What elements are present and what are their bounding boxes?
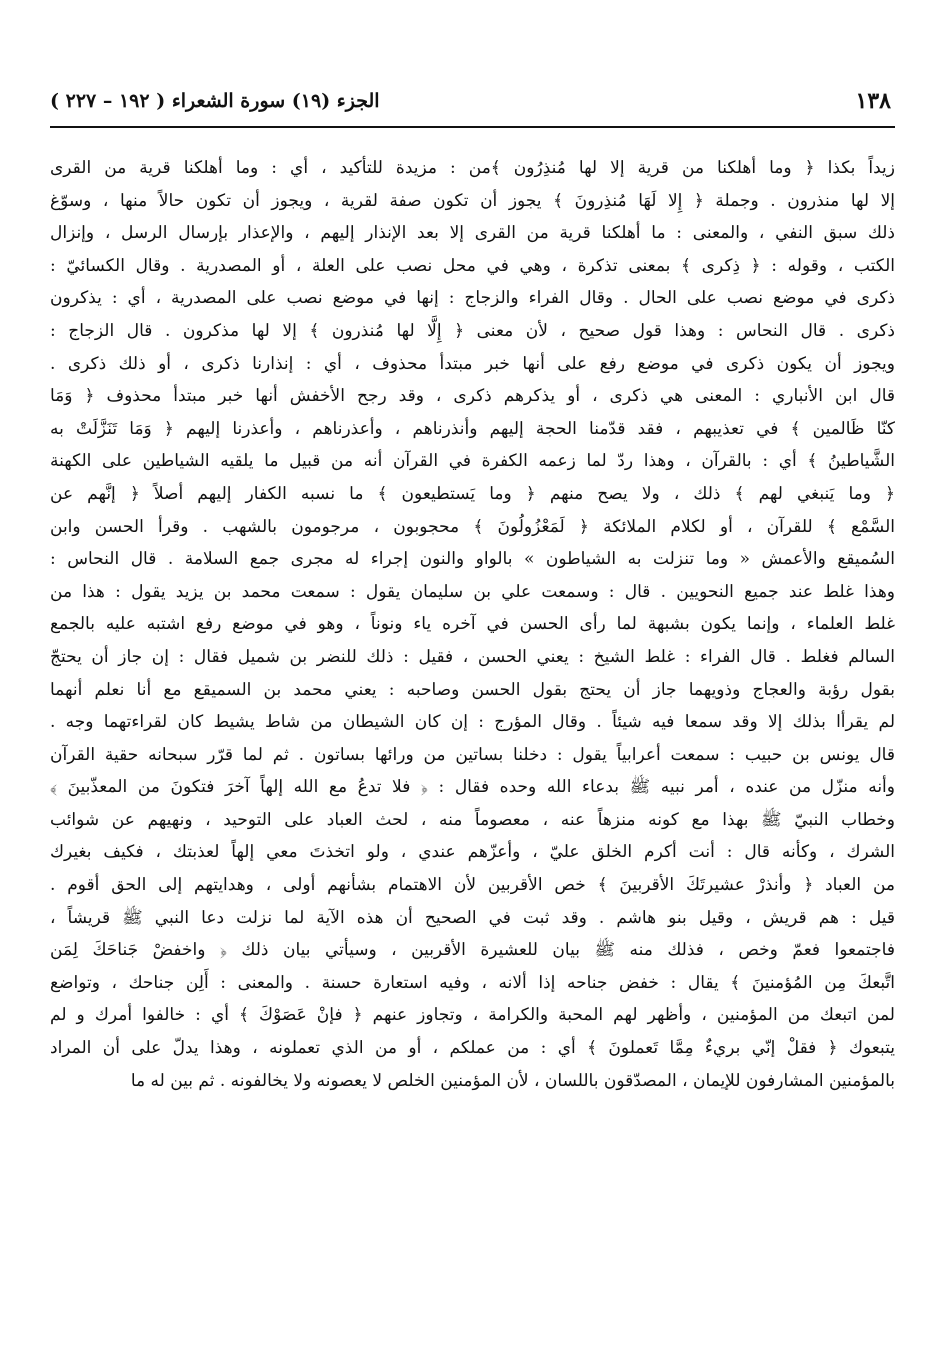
running-title: الجزء (١٩) سورة الشعراء ( ١٩٢ – ٢٢٧ ) <box>50 90 380 112</box>
text-line: زيداً بكذا ﴿ وما أهلكنا من قرية إلا لها مُنذِرُون ﴾من : مزيدة للتأكيد ، أي : وما أهلكنا قرية من القرى <box>50 158 895 178</box>
text-line: ذكرى . قال النحاس : وهذا قول صحيح ، لأن معنى ﴿ إِلَّا لها مُنذرون ﴾ إلا لها مذكرون . قال الزجاج : <box>50 320 895 341</box>
text-line: وأنه منزّل من عنده ، أمر نبيه ﷺ بدعاء الله وحده فقال : ﴿ فلا تدعُ مع الله إلهاً آخرَ فتكونَ من المعذّبينَ ﴾ <box>50 777 895 798</box>
header-rule <box>50 126 895 128</box>
body-text <box>50 152 895 1097</box>
text-line: كنّا ظَالمين ﴾ في تعذيبهم ، فقد قدّمنا الحجة إليهم وأنذرناهم ، وأعذرناهم ، وأعذرنا إليهم ﴿ وَمَا تَنَزَّلَتْ به <box>50 418 895 439</box>
text-line: الكتب ، وقوله : ﴿ ذِكرى ﴾ بمعنى تذكرة ، وهي في محل نصب على العلة ، أو المصدرية . وقال الكسائيّ : <box>50 255 895 276</box>
text-line: يتبعوك ﴿ فقلْ إنّي بريءٌ مِمَّا تَعملونَ ﴾ أي : من عملكم ، أو من الذي تعملونه ، وهذا يدلّ على أن المراد <box>50 1038 895 1059</box>
text-line: قال ابن الأنباري : المعنى هي ذكرى ، أو يذكرهم ذكرى ، وقد رجح الأخفش أنها خبر مبتدأ محذوف ﴿ وَمَا <box>50 386 895 407</box>
text-line: قيل : هم قريش ، وقيل بنو هاشم . وقد ثبت في الصحيح أن هذه الآية لما نزلت دعا النبي ﷺ قريشاً ، <box>50 907 895 928</box>
text-line: بالمؤمنين المشارفون للإيمان ، المصدّقون باللسان ، لأن المؤمنين الخلص لا يعصونه ولا يخالفونه . ثم بين له ما <box>130 1070 895 1091</box>
text-line: لمن اتبعك من المؤمنين ، وأظهر لهم المحبة والكرامة ، وتجاوز عنهم ﴿ فإنْ عَصَوْكَ ﴾ أي : خالفوا أمرك و لم <box>50 1005 895 1026</box>
text-line: السُميقع والأعمش « وما تنزلت به الشياطون » بالواو والنون إجراء له مجرى جمع السلامة . قال النحاس : <box>50 549 895 570</box>
text-line: ذكرى في موضع نصب على الحال . وقال الفراء والزجاج : إنها في موضع نصب على المصدرية ، أي : يذكرون <box>50 288 895 309</box>
text-line: وهذا غلط عند جميع النحويين . قال : وسمعت علي بن سليمان يقول : سمعت محمد بن يزيد يقول : هذا من <box>50 581 895 602</box>
page-header <box>50 86 895 122</box>
text-line: بقول رؤبة والعجاج وذويهما جاز أن يحتج بقول الحسن وصاحبه : يعني محمد بن السميقع مع أنا نعلم أنهما <box>50 679 895 700</box>
text-line: فاجتمعوا فعمّ وخص ، فذلك منه ﷺ بيان للعشيرة الأقربين ، وسيأتي بيان ذلك ﴿ واخفضْ جَناحَكَ لِمَن <box>50 940 895 961</box>
text-line: اتَّبعكَ مِن المُؤمنينَ ﴾ يقال : خفض جناحه إذا ألانه ، وفيه استعارة حسنة . والمعنى : أَلِن جناحك ، وتواضع <box>50 972 895 993</box>
text-line: ويجوز أن يكون ذكرى في موضع رفع على أنها خبر مبتدأ محذوف ، أي : إنذارنا ذكرى ، أو ذلك ذكرى . <box>50 353 895 374</box>
text-line: ذلك سبق النفي ، والمعنى : ما أهلكنا قرية من القرى إلا بعد الإنذار إليهم ، والإعذار بإرسال الرسل ، وإنزال <box>50 223 895 244</box>
text-line: إلا لها منذرون . وجملة ﴿ إِلا لَهَا مُنذِرونَ ﴾ يجوز أن تكون صفة لقرية ، ويجوز أن تكون حالاً منها ، وسوّغ <box>50 190 895 211</box>
text-line: وخطاب النبيّ ﷺ بهذا مع كونه منزهاً عنه ، معصوماً منه ، لحث العباد على التوحيد ، ونهيهم عن شوائب <box>50 809 895 830</box>
text-line: السَّمْع ﴾ للقرآن ، أو لكلام الملائكة ﴿ لَمَعْزُولُونَ ﴾ محجوبون ، مرجومون بالشهب . وقرأ الحسن وابن <box>50 516 895 537</box>
text-line: غلط العلماء ، وإنما يكون بشبهة لما رأى الحسن في آخره ياء ونوناً ، وهو في موضع رفع اشتبه عليه بالجمع <box>50 614 895 635</box>
text-line: ﴿ وما يَنبغي لهم ﴾ ذلك ، ولا يصح منهم ﴿ وما يَستطيعون ﴾ ما نسبه الكفار إليهم أصلاً ﴿ إنَّهم عن <box>50 483 895 504</box>
text-line: قال يونس بن حبيب : سمعت أعرابياً يقول : دخلنا بساتين من ورائها بساتون . ثم لما قرّر سبحانه حقية القرآن <box>50 744 895 765</box>
text-line: لم يقرأا بذلك إلا وقد سمعا فيه شيئاً . وقال المؤرج : إن كان الشيطان من شاط يشيط كان لقراءتهما وجه . <box>50 712 895 733</box>
text-line: الشَّياطينُ ﴾ أي : بالقرآن ، وهذا ردّ لما زعمه الكفرة في القرآن أنه من قبيل ما يلقيه الشياطين على الكهنة <box>50 451 895 472</box>
text-line: السالم فغلط . قال الفراء : غلط الشيخ : يعني الحسن ، فقيل : ذلك للنضر بن شميل فقال : إن جاز أن يحتجّ <box>50 646 895 667</box>
text-line: من العباد ﴿ وأنذرْ عشيرتَكَ الأقربينَ ﴾ خص الأقربين لأن الاهتمام بشأنهم أولى ، وهدايتهم إلى الحق أقوم . <box>50 875 895 896</box>
page-number: ١٣٨ <box>855 88 891 114</box>
text-line: الشرك ، وكأنه قال : أنت أكرم الخلق عليّ ، وأعزّهم عندي ، ولو اتخذتَ معي إلهاً لعذبتك ، فكيف بغيرك <box>50 842 895 863</box>
